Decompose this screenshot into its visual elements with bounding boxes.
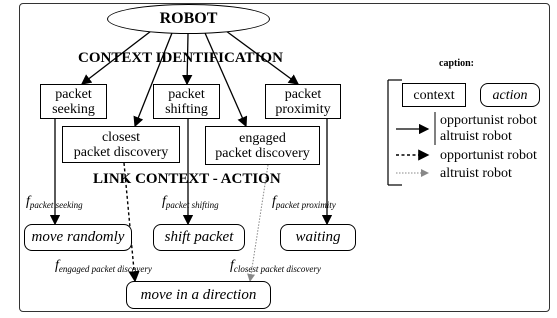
function-label-packet-seeking: $f_{packet seeking}$ (26, 194, 83, 210)
caption-both-line1: opportunist robot (440, 113, 537, 128)
action-waiting: waiting (280, 224, 356, 251)
context-packet-shifting: packet shifting (153, 84, 220, 119)
action-shift-packet: shift packet (153, 224, 245, 251)
robot-node: ROBOT (107, 4, 270, 34)
caption-both-line2: altruist robot (440, 129, 512, 144)
context-packet-proximity: packet proximity (265, 84, 341, 119)
caption-context-box: context (402, 83, 466, 107)
link-context-action-heading: LINK CONTEXT - ACTION (93, 171, 281, 187)
context-engaged-packet-discovery: engaged packet discovery (205, 126, 320, 165)
context-closest-packet-discovery: closest packet discovery (62, 126, 180, 163)
function-label-engaged-packet-discovery: $f_{engaged packet discovery}$ (55, 258, 152, 274)
action-move-randomly: move randomly (24, 224, 132, 251)
caption-title: caption: (439, 58, 474, 69)
context-identification-heading: CONTEXT IDENTIFICATION (78, 50, 283, 66)
action-move-in-a-direction: move in a direction (126, 281, 271, 309)
caption-action-box: action (480, 83, 540, 107)
caption-altruist: altruist robot (440, 166, 512, 181)
context-packet-seeking: packet seeking (40, 84, 107, 119)
caption-opportunist: opportunist robot (440, 148, 537, 163)
function-label-packet-proximity: $f_{packet proximity}$ (272, 194, 336, 210)
function-label-packet-shifting: $f_{packet shifting}$ (162, 194, 219, 210)
function-label-closest-packet-discovery: $f_{closest packet discovery}$ (230, 258, 321, 274)
